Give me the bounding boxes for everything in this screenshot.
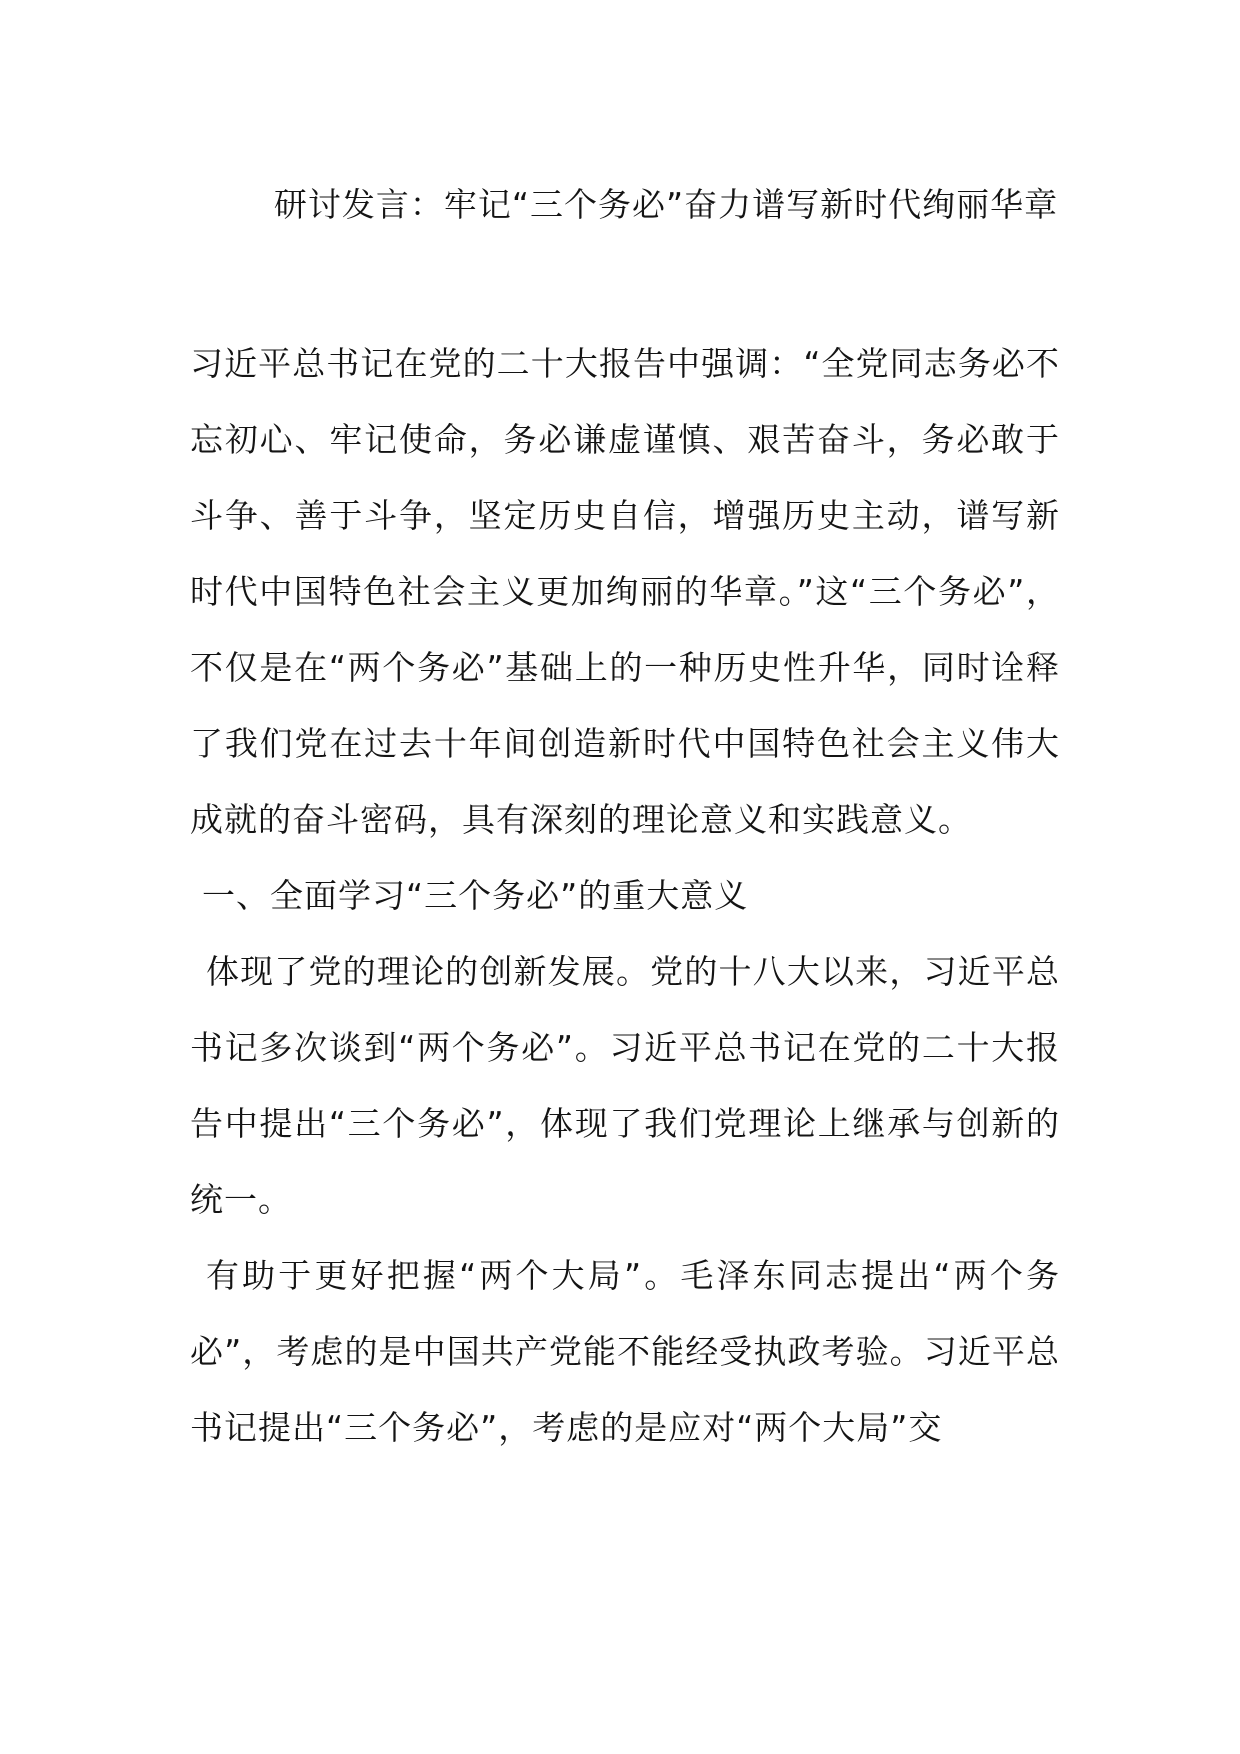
body-paragraph-1: 体现了党的理论的创新发展。党的十八大以来，习近平总书记多次谈到“两个务必”。习近平总书记在党的二十大报告中提出“三个务必”，体现了我们党理论上继承与创新的统一。 — [190, 952, 1060, 1219]
body-paragraph-2: 有助于更好把握“两个大局”。毛泽东同志提出“两个务必”，考虑的是中国共产党能不能经受执政考验。习近平总书记提出“三个务必”，考虑的是应对“两个大局”交 — [190, 1256, 1060, 1447]
document-title: 研讨发言：牢记“三个务必”奋力谱写新时代绚丽华章 — [273, 185, 1059, 224]
section-heading: 一、全面学习“三个务必”的重大意义 — [202, 876, 749, 915]
document-body — [190, 326, 1060, 1466]
intro-paragraph: 习近平总书记在党的二十大报告中强调：“全党同志务必不忘初心、牢记使命，务必谦虚谨慎、艰苦奋斗，务必敢于斗争、善于斗争，坚定历史自信，增强历史主动，谱写新时代中国特色社会主义更加绚丽的华章。”这“三个务必”，不仅是在“两个务必”基础上的一种历史性升华，同时诠释了我们党在过去十年间创造新时代中国特色社会主义伟大成就的奋斗密码，具有深刻的理论意义和实践意义。 — [190, 344, 1060, 839]
